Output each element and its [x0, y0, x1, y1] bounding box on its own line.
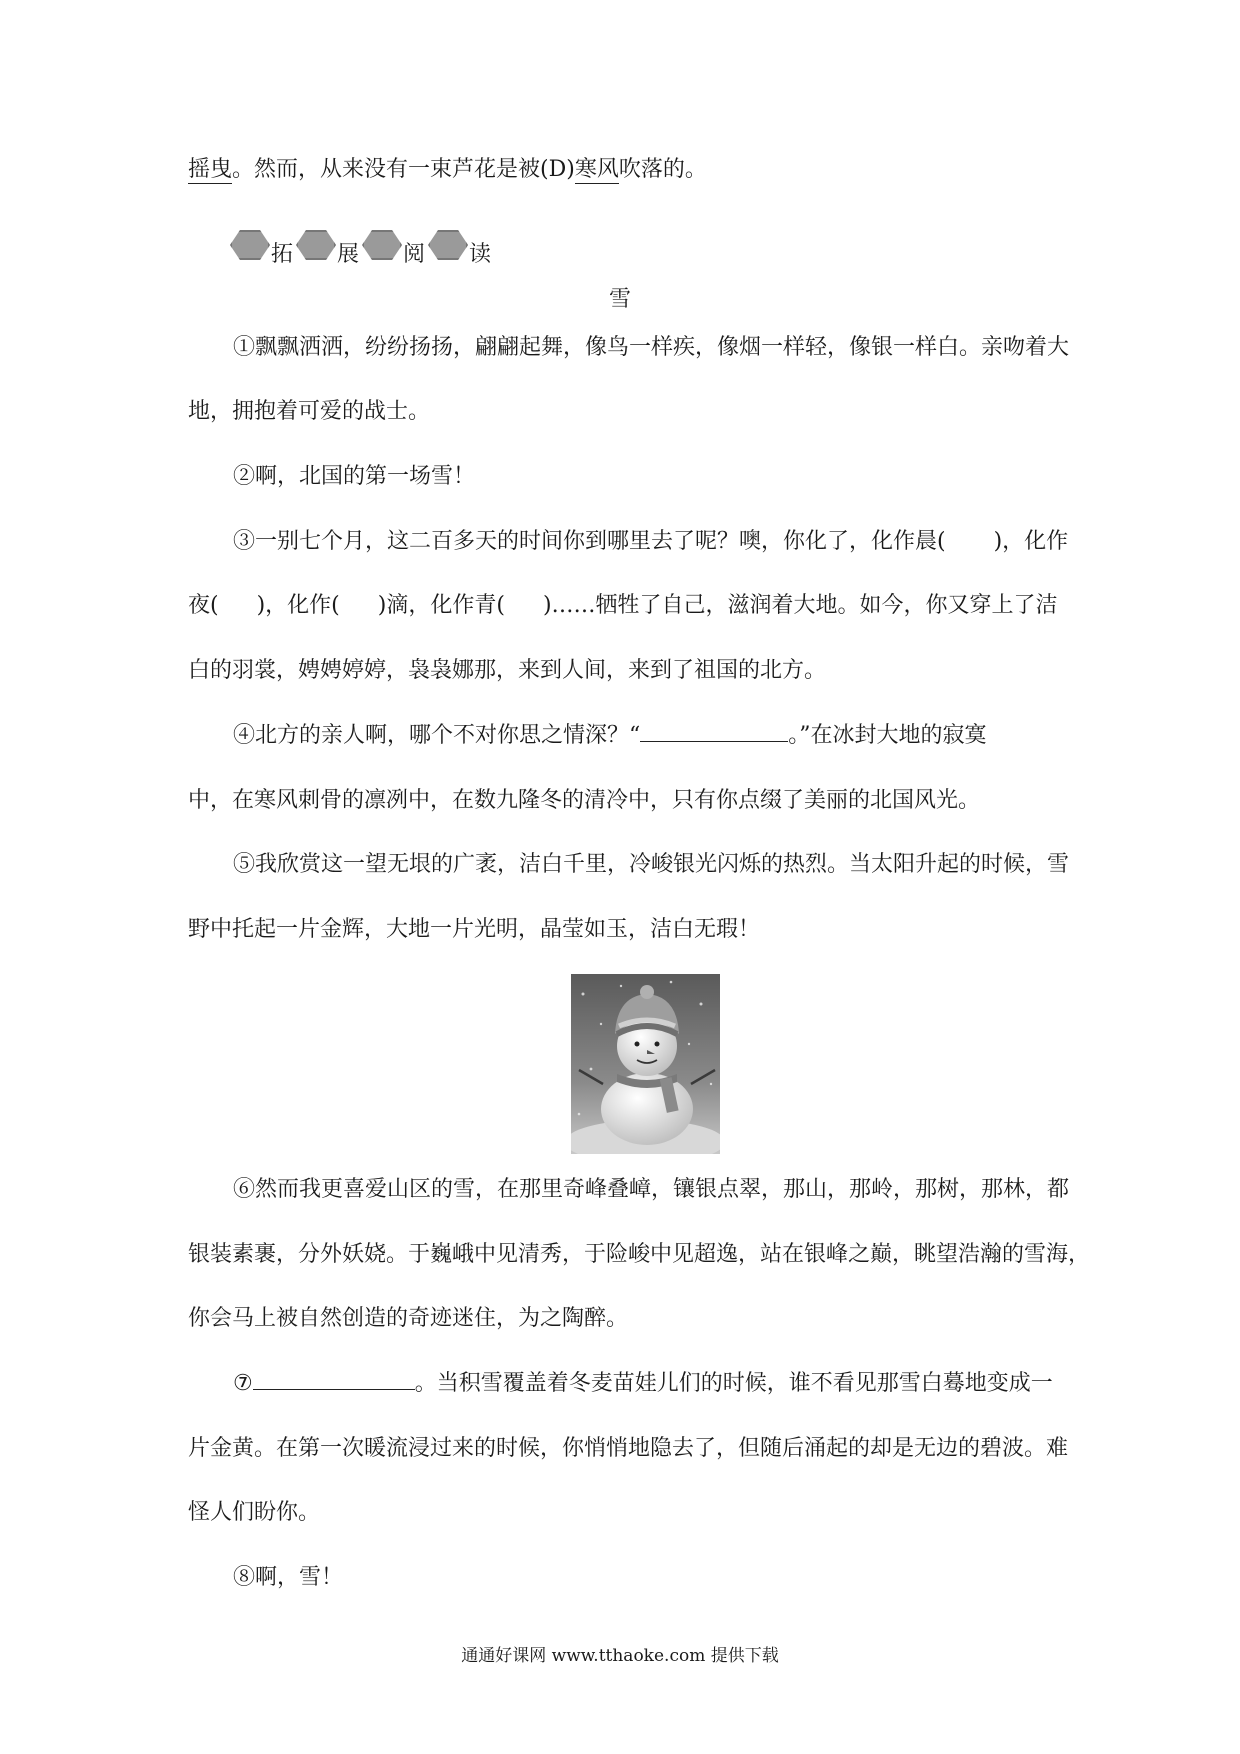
hexagon-icon [230, 230, 270, 260]
text-segment: ③一别七个月，这二百多天的时间你到哪里去了呢？噢，你化了，化作晨( [233, 529, 946, 554]
text-segment: 。”在冰封大地的寂寞 [788, 723, 987, 748]
underlined-word-yaoye: 摇曳 [188, 157, 233, 182]
page-footer: 通通好课网 www.tthaoke.com 提供下载 [461, 1646, 779, 1666]
snowman-illustration [571, 974, 720, 1154]
text-segment: )……牺牲了自己，滋润着大地。如今，你又穿上了洁 [542, 593, 1058, 618]
top-line-mid: 。然而，从来没有一束芦花是被 [232, 157, 541, 182]
paragraph-3-line-3: 白的羽裳，娉娉婷婷，袅袅娜那，来到人间，来到了祖国的北方。 [188, 658, 827, 683]
paragraph-3-line-2 [188, 591, 1058, 621]
banner-char: 阅 [403, 241, 426, 267]
hexagon-icon [428, 230, 468, 260]
paragraph-8: ⑧啊，雪！ [233, 1565, 344, 1590]
underlined-word-hanfeng: 寒风 [574, 157, 619, 182]
paragraph-7-line-1 [233, 1369, 1053, 1399]
text-segment: ⑦ [233, 1371, 253, 1396]
paragraph-4-line-1 [233, 721, 987, 751]
paragraph-1-line-1: ①飘飘洒洒，纷纷扬扬，翩翩起舞，像鸟一样疾，像烟一样轻，像银一样白。亲吻着大 [233, 335, 1070, 360]
text-segment: 夜( [188, 593, 219, 618]
snowman-icon [571, 974, 720, 1154]
hexagon-icon [296, 230, 336, 260]
text-segment: ④北方的亲人啊，哪个不对你思之情深？“ [233, 723, 641, 748]
banner-char: 读 [469, 241, 492, 267]
fill-in-blank[interactable] [253, 1388, 415, 1390]
banner-char: 拓 [271, 241, 294, 267]
paragraph-4-line-2: 中，在寒风刺骨的凛冽中，在数九隆冬的清冷中，只有你点缀了美丽的北国风光。 [188, 788, 981, 813]
section-banner [230, 226, 494, 270]
text-segment: )，化作 [993, 529, 1069, 554]
paragraph-7-line-2: 片金黄。在第一次暖流浸过来的时候，你悄悄地隐去了，但随后涌起的却是无边的碧波。难 [188, 1436, 1069, 1461]
paragraph-6-line-2: 银装素裹，分外妖娆。于巍峨中见清秀，于险峻中见超逸，站在银峰之巅，眺望浩瀚的雪海， [188, 1242, 1091, 1267]
text-segment: )，化作( [256, 593, 340, 618]
hexagon-icon [362, 230, 402, 260]
text-segment: )滴，化作青( [377, 593, 505, 618]
paragraph-1-line-2: 地，拥抱着可爱的战士。 [188, 399, 431, 424]
paragraph-5-line-2: 野中托起一片金辉，大地一片光明，晶莹如玉，洁白无瑕！ [188, 917, 761, 942]
marker-d: (D) [540, 157, 575, 182]
paragraph-6-line-1: ⑥然而我更喜爱山区的雪，在那里奇峰叠嶂，镶银点翠，那山，那岭，那树，那林，都 [233, 1177, 1070, 1202]
paragraph-6-line-3: 你会马上被自然创造的奇迹迷住，为之陶醉。 [188, 1306, 629, 1331]
article-title: 雪 [608, 287, 631, 312]
paragraph-3-line-1 [233, 527, 1068, 557]
text-segment: 。当积雪覆盖着冬麦苗娃儿们的时候，谁不看见那雪白蓦地变成一 [414, 1371, 1053, 1396]
paragraph-7-line-3: 怪人们盼你。 [188, 1500, 321, 1525]
fill-in-blank[interactable] [640, 740, 788, 742]
banner-char: 展 [337, 241, 360, 267]
top-line-end: 吹落的。 [618, 157, 707, 182]
top-line [188, 155, 707, 185]
paragraph-5-line-1: ⑤我欣赏这一望无垠的广袤，洁白千里，冷峻银光闪烁的热烈。当太阳升起的时候，雪 [233, 852, 1070, 877]
paragraph-2: ②啊，北国的第一场雪！ [233, 464, 476, 489]
